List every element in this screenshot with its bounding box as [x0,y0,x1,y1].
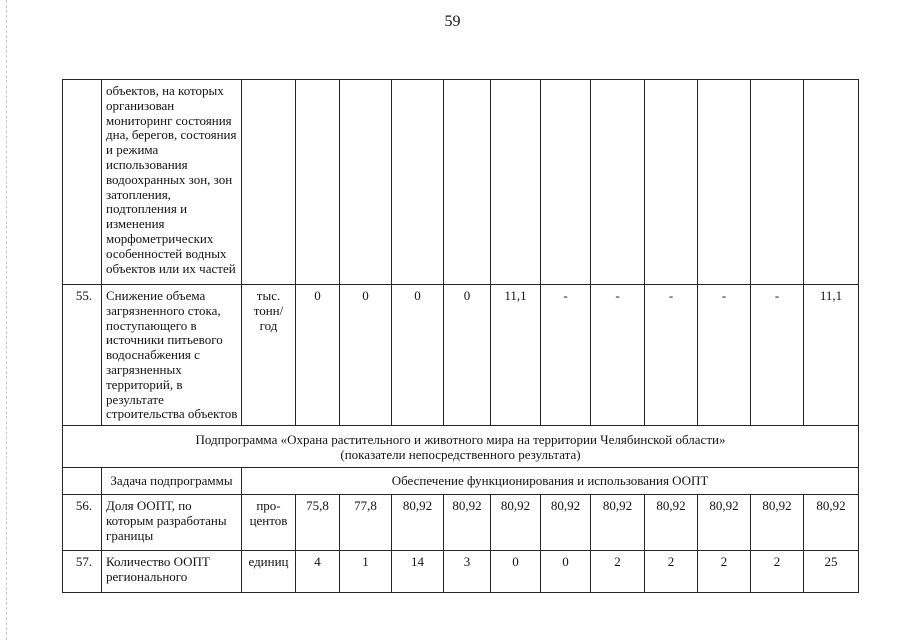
value-cell: 2 [591,551,645,593]
table-row-continuation [63,80,859,285]
value-cell [541,80,591,285]
unit-line: год [259,317,278,333]
row-number-cell [63,80,102,285]
value-cell: 75,8 [296,495,340,551]
value-cell: 2 [698,551,751,593]
description-line: мониторинг состояния [106,112,232,128]
value-cell [392,80,444,285]
unit-cell [242,495,296,551]
value-cell: 80,92 [645,495,698,551]
description-line: организован [106,97,175,113]
description-cell [102,551,242,593]
table-row-57 [63,551,859,593]
unit-line: про- [256,498,281,513]
description-line: изменения [106,216,165,232]
value-cell: 0 [491,551,541,593]
unit-line: единиц [248,554,289,569]
description-line: объектов, на которых [106,83,224,98]
unit-cell [242,285,296,426]
value-cell: - [541,285,591,426]
value-cell [645,80,698,285]
task-label: Задача подпрограммы [102,468,242,495]
description-line: источники питьевого [106,332,223,348]
value-cell: 80,92 [444,495,491,551]
unit-cell [242,551,296,593]
description-line: использования [106,156,188,172]
description-line: морфометрических [106,230,214,246]
value-cell: 11,1 [491,285,541,426]
description-line: территорий, в [106,376,183,392]
page-number: 59 [444,13,461,30]
value-cell: 80,92 [491,495,541,551]
value-cell: 2 [751,551,804,593]
value-cell: 80,92 [804,495,859,551]
value-cell: 80,92 [591,495,645,551]
row-number: 56. [63,495,102,551]
subprogram-subtitle: (показатели непосредственного результата) [340,446,581,462]
unit-line: тыс. [256,288,281,303]
description-cell [102,495,242,551]
indicators-table [62,79,859,593]
description-line: и режима [106,142,159,158]
value-cell: 0 [296,285,340,426]
description-line: водоохранных зон, зон [106,171,233,187]
description-line: Доля ООПТ, по [106,498,192,513]
description-line: границы [106,527,154,543]
value-cell: 80,92 [541,495,591,551]
scan-edge-line [6,0,7,640]
value-cell: 4 [296,551,340,593]
value-cell: 0 [340,285,392,426]
description-line: загрязненных [106,361,182,377]
description-line: дна, берегов, состояния [106,127,237,143]
description-cell [102,80,242,285]
task-value: Обеспечение функционирования и использования ООПТ [242,468,859,495]
value-cell: 80,92 [392,495,444,551]
value-cell [804,80,859,285]
subprogram-task-row [63,468,859,495]
value-cell: - [645,285,698,426]
value-cell: 80,92 [751,495,804,551]
unit-line: центов [249,512,288,528]
description-line: затопления, [106,186,171,202]
value-cell: 80,92 [698,495,751,551]
description-line: которым разработаны [106,512,227,528]
value-cell: 0 [392,285,444,426]
row-number: 55. [63,285,102,426]
description-line: поступающего в [106,317,197,333]
description-line: загрязненного стока, [106,302,221,318]
table-row-56 [63,495,859,551]
value-cell [751,80,804,285]
subprogram-header-cell [63,426,859,468]
description-line: Количество ООПТ [106,554,210,569]
description-line: подтопления и [106,201,188,217]
description-cell [102,285,242,426]
subprogram-header-row [63,426,859,468]
value-cell: - [591,285,645,426]
value-cell: 0 [541,551,591,593]
value-cell [340,80,392,285]
row-number-cell [63,468,102,495]
value-cell [698,80,751,285]
description-line: регионального [106,568,188,584]
unit-line: тонн/ [253,302,284,318]
row-number: 57. [63,551,102,593]
value-cell: 1 [340,551,392,593]
value-cell: 25 [804,551,859,593]
value-cell: 14 [392,551,444,593]
value-cell: 2 [645,551,698,593]
value-cell: 3 [444,551,491,593]
description-line: Снижение объема [106,288,206,303]
value-cell: - [698,285,751,426]
value-cell [591,80,645,285]
value-cell: - [751,285,804,426]
description-line: водоснабжения с [106,347,200,363]
value-cell [296,80,340,285]
description-line: объектов или их частей [106,260,236,276]
description-line: строительства объектов [106,406,238,422]
table-row-55 [63,285,859,426]
description-line: особенностей водных [106,245,227,261]
value-cell: 11,1 [804,285,859,426]
value-cell: 77,8 [340,495,392,551]
value-cell [491,80,541,285]
value-cell [444,80,491,285]
unit-cell [242,80,296,285]
description-line: результате [106,391,164,407]
value-cell: 0 [444,285,491,426]
subprogram-title: Подпрограмма «Охрана растительного и животного мира на территории Челябинской области» [195,431,726,447]
